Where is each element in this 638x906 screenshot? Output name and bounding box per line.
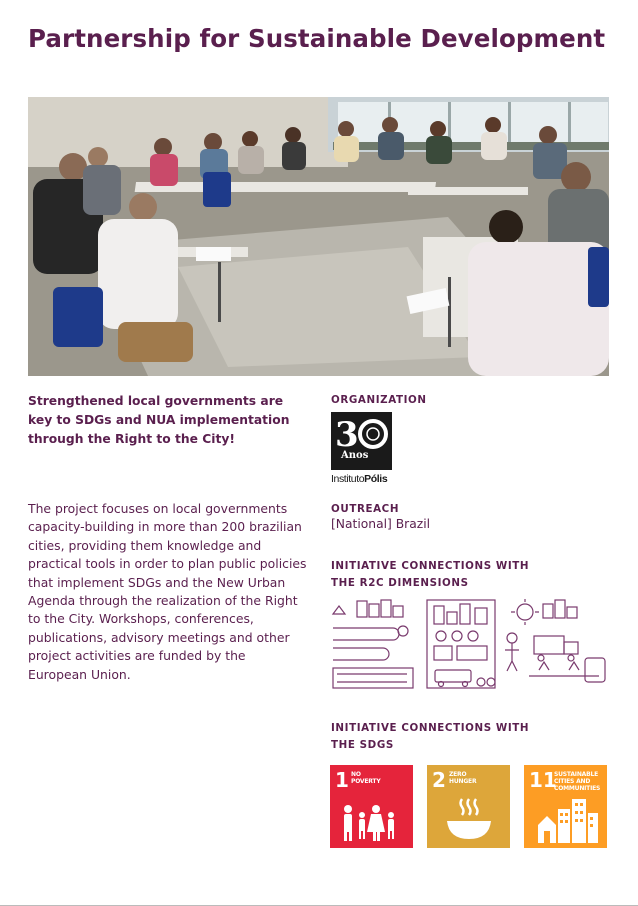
sdg-11-tile: [524, 765, 607, 848]
outreach-label: OUTREACH: [331, 503, 400, 515]
r2c-connections-label: INITIATIVE CONNECTIONS WITH THE R2C DIMENSIONS: [331, 560, 530, 589]
logo-mark: [331, 412, 392, 470]
bowl-icon: [427, 765, 510, 848]
sdg-2-name: ZERO HUNGER: [449, 771, 477, 785]
page-title: Partnership for Sustainable Development: [28, 24, 606, 53]
organization-label: ORGANIZATION: [331, 394, 427, 406]
family-icon: [330, 765, 413, 848]
sdg-1-tile: [330, 765, 413, 848]
sdg-11-number: 11: [529, 768, 557, 792]
svg-text:3: 3: [335, 415, 359, 455]
r2c-middle-panel-icon: [427, 600, 495, 688]
sdg-2-number: 2: [432, 768, 446, 792]
sdg-1-name: NO POVERTY: [351, 771, 381, 785]
r2c-right-panel-icon: [505, 599, 605, 682]
project-description: The project focuses on local governments capacity-building in more than 200 brazilian cities, providing them knowledge and practical tools in order to plan public policies that implement SDGs and the New Urban Agenda through the realization of the Right to the City. Workshops, conferences, publications, advisory meetings and other project activities are funded by the European Union.: [28, 501, 307, 682]
logo-name-text: InstitutoPólis: [331, 473, 388, 485]
sdg-connections-label: INITIATIVE CONNECTIONS WITH THE SDGS: [331, 722, 530, 751]
workshop-photo: [28, 97, 609, 376]
outreach-value: [National] Brazil: [331, 517, 431, 531]
logo-anos-text: Anos: [341, 450, 369, 461]
sdg-11-name: SUSTAINABLE CITIES AND COMMUNITIES: [554, 771, 601, 792]
city-icon: [524, 765, 607, 848]
sdg-2-tile: [427, 765, 510, 848]
r2c-left-panel-icon: [331, 600, 416, 688]
instituto-polis-logo: [331, 412, 397, 490]
sdg-1-number: 1: [335, 768, 349, 792]
r2c-dimensions-illustration: [329, 598, 612, 694]
headline: Strengthened local governments are key to SDGs and NUA implementation through the Right to the City!: [28, 394, 290, 446]
